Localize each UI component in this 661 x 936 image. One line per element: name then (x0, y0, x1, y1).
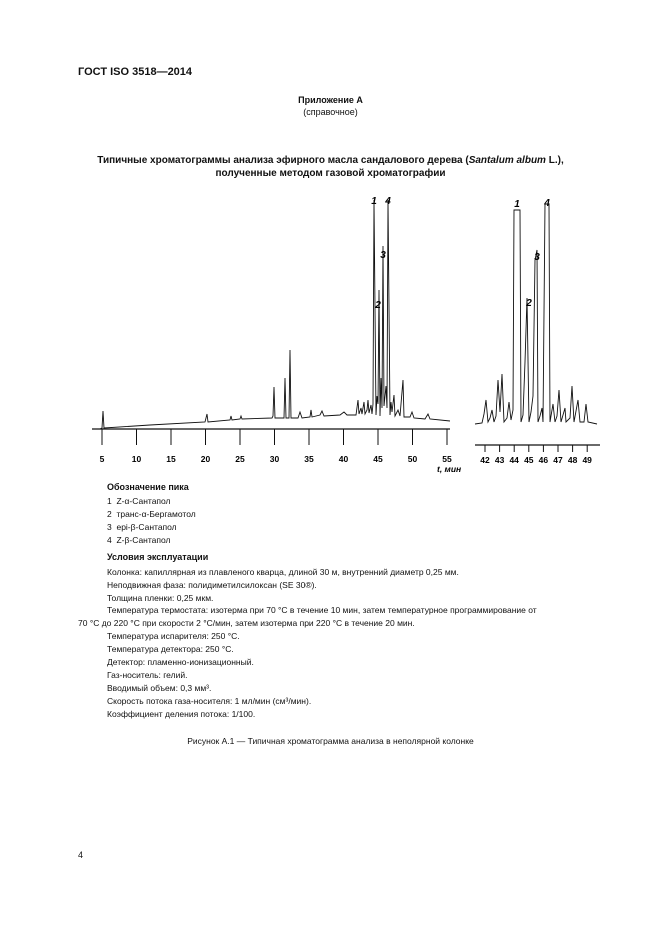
page-number: 4 (78, 850, 84, 860)
legend-item-3 (107, 522, 177, 532)
main-x-tick-label: 55 (442, 454, 452, 464)
legend-item-2 (107, 509, 196, 519)
zoom-peak-label: 4 (544, 198, 550, 209)
condition-line: Температура испарителя: 250 °С. (107, 631, 240, 641)
main-x-tick-label: 25 (235, 454, 245, 464)
legend-heading: Обозначение пика (107, 482, 189, 492)
zoom-peak-label: 1 (514, 199, 520, 210)
main-x-tick-label: 30 (269, 454, 280, 464)
main-peak-label: 2 (375, 300, 381, 311)
condition-line: Детектор: пламенно-ионизационный. (107, 657, 254, 667)
condition-line: Неподвижная фаза: полидиметилсилоксан (SE 30®). (107, 580, 317, 590)
condition-line: Температура термостата: изотерма при 70 °С в течение 10 мин, затем температурное программирование от (107, 605, 537, 615)
main-trace (92, 200, 450, 429)
main-peak-label: 3 (380, 250, 386, 261)
main-peak-label: 1 (371, 196, 377, 207)
zoom-x-tick-label: 45 (524, 455, 534, 465)
condition-line: Вводимый объем: 0,3 мм³. (107, 683, 212, 693)
legend-text: транс-α-Бергамотол (116, 509, 196, 519)
zoom-x-tick-label: 43 (494, 455, 505, 465)
legend-item-4 (107, 535, 171, 545)
condition-line: Скорость потока газа-носителя: 1 мл/мин (см³/мин). (107, 696, 312, 706)
main-x-tick-label: 50 (407, 454, 418, 464)
main-x-tick-label: 15 (166, 454, 176, 464)
condition-line: 70 °С до 220 °С при скорости 2 °С/мин, затем изотерма при 220 °С в течение 20 мин. (78, 618, 415, 628)
zoom-x-tick-label: 48 (567, 455, 578, 465)
zoom-chromatogram (475, 198, 600, 465)
condition-line: Температура детектора: 250 °С. (107, 644, 234, 654)
main-chromatogram (92, 196, 461, 474)
main-x-tick-label: 45 (373, 454, 383, 464)
zoom-trace (475, 204, 597, 424)
condition-line: Коэффициент деления потока: 1/100. (107, 709, 256, 719)
figure-title (60, 154, 601, 180)
appendix-note: (справочное) (303, 107, 358, 117)
condition-line: Колонка: капиллярная из плавленого кварца, длиной 30 м, внутренний диаметр 0,25 мм. (107, 567, 459, 577)
chromatogram-figure (0, 190, 661, 480)
zoom-peak-label: 2 (526, 298, 532, 309)
x-axis-unit: t, мин (437, 464, 462, 474)
legend-num: 3 (107, 522, 112, 532)
zoom-x-tick-label: 47 (553, 455, 563, 465)
zoom-peak-label: 3 (534, 252, 540, 263)
legend-item-1 (107, 496, 171, 506)
condition-line: Газ-носитель: гелий. (107, 670, 188, 680)
legend-text: Z-α-Сантапол (116, 496, 171, 506)
legend-num: 4 (107, 535, 112, 545)
zoom-x-tick-label: 42 (480, 455, 490, 465)
legend-num: 1 (107, 496, 112, 506)
zoom-x-tick-label: 44 (509, 455, 519, 465)
main-x-tick-label: 20 (200, 454, 211, 464)
legend-text: epi-β-Сантапол (116, 522, 177, 532)
main-x-tick-label: 40 (338, 454, 349, 464)
zoom-x-tick-label: 46 (538, 455, 549, 465)
main-x-tick-label: 10 (131, 454, 142, 464)
zoom-x-tick-label: 49 (582, 455, 592, 465)
main-peak-label: 4 (385, 196, 391, 207)
figure-title-species: Santalum album (468, 155, 546, 166)
figure-title-part: L.), (545, 155, 564, 166)
appendix-title: Приложение А (298, 95, 363, 105)
main-x-tick-label: 35 (304, 454, 314, 464)
legend-num: 2 (107, 509, 112, 519)
main-x-tick-label: 5 (99, 454, 105, 464)
figure-title-line2: полученные методом газовой хроматографии (215, 168, 446, 179)
condition-line: Толщина пленки: 0,25 мкм. (107, 593, 214, 603)
figure-caption: Рисунок А.1 — Типичная хроматограмма анализа в неполярной колонке (187, 736, 474, 746)
figure-title-part: Типичные хроматограммы анализа эфирного масла сандалового дерева ( (97, 155, 469, 166)
legend-text: Z-β-Сантапол (116, 535, 171, 545)
document-code: ГОСТ ISO 3518—2014 (78, 66, 193, 78)
conditions-heading: Условия эксплуатации (107, 552, 209, 562)
